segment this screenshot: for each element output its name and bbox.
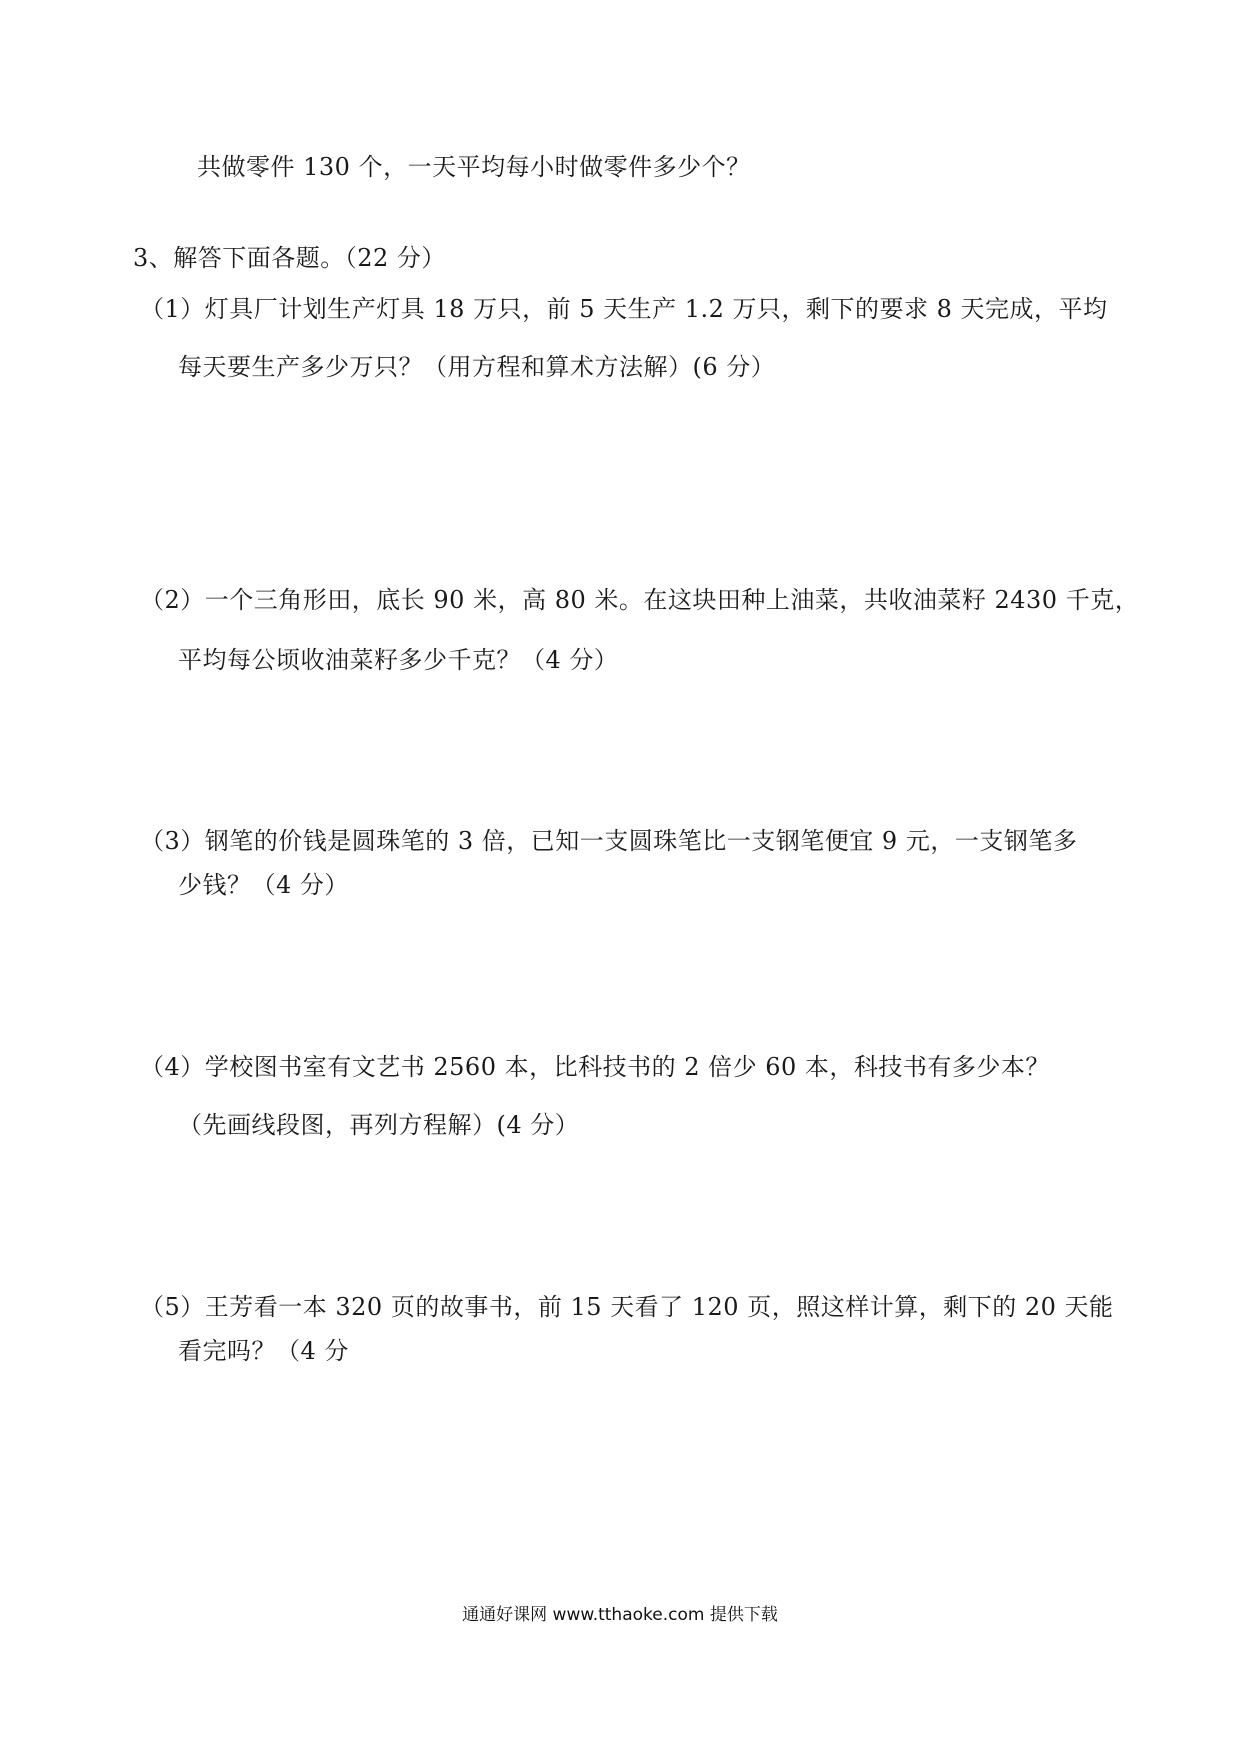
footer-source-text: 通通好课网 www.tthaoke.com 提供下载 [462, 1605, 778, 1625]
question-3-line-2: 少钱？（4 分） [178, 871, 349, 899]
question-2-line-1: （2）一个三角形田，底长 90 米，高 80 米。在这块田种上油菜，共收油菜籽 2430 千克， [140, 586, 1140, 614]
section-heading: 3、解答下面各题。（22 分） [133, 244, 446, 272]
question-3-line-1: （3）钢笔的价钱是圆珠笔的 3 倍，已知一支圆珠笔比一支钢笔便宜 9 元，一支钢笔多 [140, 827, 1078, 855]
question-2-line-2: 平均每公顷收油菜籽多少千克？（4 分） [178, 646, 619, 674]
question-1-line-2: 每天要生产多少万只？（用方程和算术方法解）(6 分） [178, 353, 776, 381]
continuation-text: 共做零件 130 个，一天平均每小时做零件多少个？ [197, 153, 751, 181]
question-1-line-1: （1）灯具厂计划生产灯具 18 万只，前 5 天生产 1.2 万只，剩下的要求 8 天完成，平均 [140, 295, 1108, 323]
question-4-line-1: （4）学校图书室有文艺书 2560 本，比科技书的 2 倍少 60 本，科技书有多少本？ [140, 1053, 1050, 1081]
question-5-line-2: 看完吗？（4 分 [178, 1337, 349, 1365]
question-5-line-1: （5）王芳看一本 320 页的故事书，前 15 天看了 120 页，照这样计算，剩下的 20 天能 [140, 1293, 1114, 1321]
question-4-line-2: （先画线段图，再列方程解）(4 分） [178, 1111, 580, 1139]
